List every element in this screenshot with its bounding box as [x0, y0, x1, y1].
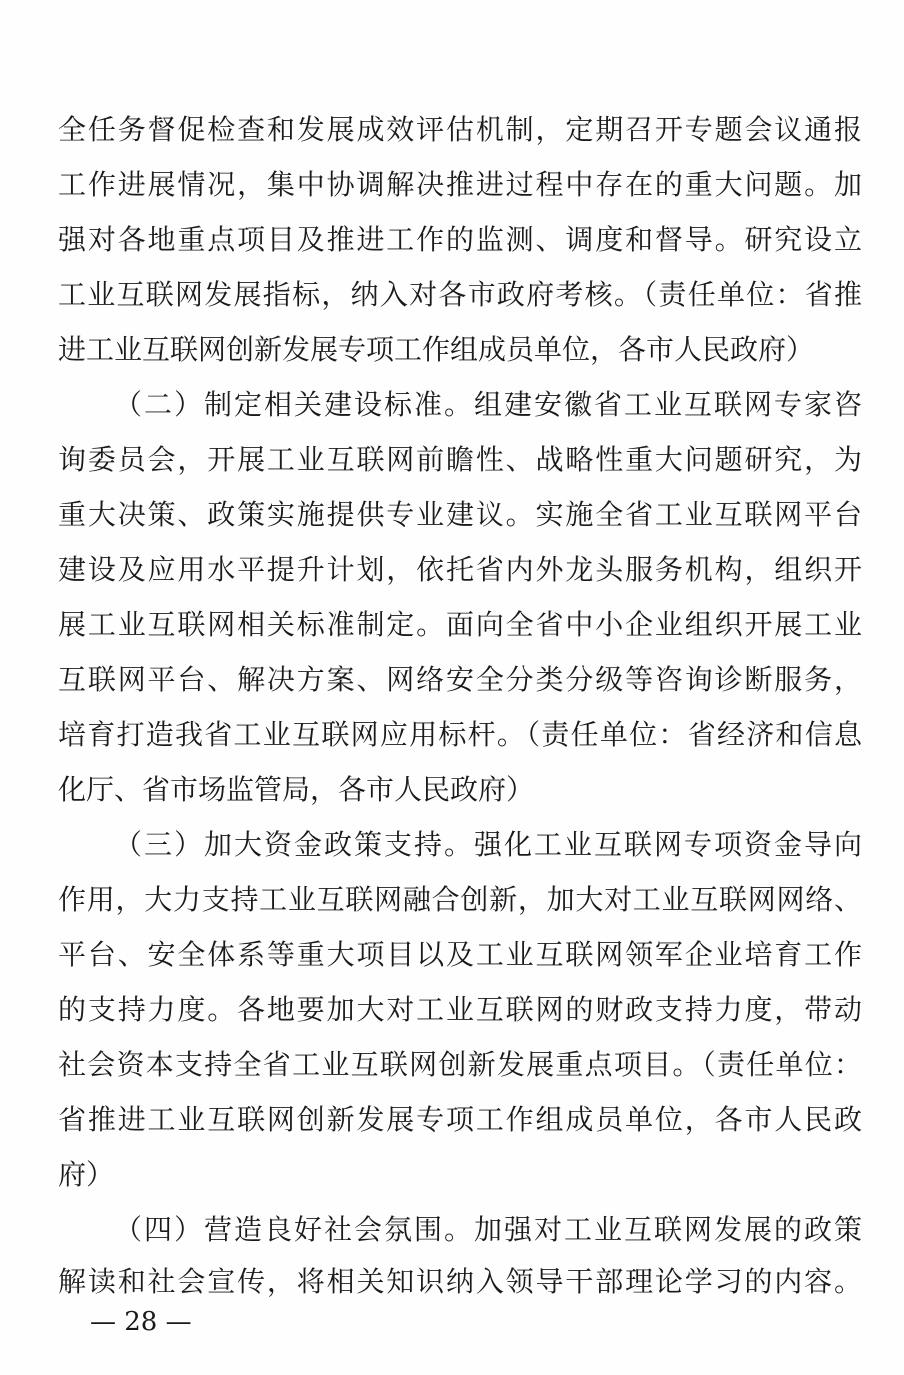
- text-line: 互联网平台、解决方案、网络安全分类分级等咨询诊断服务，: [58, 663, 862, 696]
- text-line: 工作进展情况，集中协调解决推进过程中存在的重大问题。加: [58, 168, 862, 201]
- text-line: 社会资本支持全省工业互联网创新发展重点项目。（责任单位：: [58, 1048, 862, 1081]
- text-line: 展工业互联网相关标准制定。面向全省中小企业组织开展工业: [58, 608, 862, 641]
- text-line: 平台、安全体系等重大项目以及工业互联网领军企业培育工作: [58, 938, 862, 971]
- text-line: 的支持力度。各地要加大对工业互联网的财政支持力度，带动: [58, 993, 862, 1026]
- text-line: 培育打造我省工业互联网应用标杆。（责任单位：省经济和信息: [58, 718, 862, 751]
- section-heading-line: （四）营造良好社会氛围。加强对工业互联网发展的政策: [114, 1213, 862, 1246]
- text-line: 询委员会，开展工业互联网前瞻性、战略性重大问题研究，为: [58, 443, 862, 476]
- section-heading-line: （三）加大资金政策支持。强化工业互联网专项资金导向: [114, 828, 862, 861]
- text-line: 省推进工业互联网创新发展专项工作组成员单位，各市人民政: [58, 1103, 862, 1136]
- text-line: 建设及应用水平提升计划，依托省内外龙头服务机构，组织开: [58, 553, 862, 586]
- section-heading-line: （二）制定相关建设标准。组建安徽省工业互联网专家咨: [114, 388, 862, 421]
- text-line: 重大决策、政策实施提供专业建议。实施全省工业互联网平台: [58, 498, 862, 531]
- text-line: 进工业互联网创新发展专项工作组成员单位，各市人民政府）: [58, 333, 815, 366]
- page-number: — 28 —: [90, 1307, 192, 1337]
- text-line: 解读和社会宣传，将相关知识纳入领导干部理论学习的内容。: [58, 1265, 862, 1298]
- text-line: 全任务督促检查和发展成效评估机制，定期召开专题会议通报: [58, 113, 862, 146]
- text-line: 化厅、省市场监管局，各市人民政府）: [58, 773, 535, 806]
- text-line: 作用，大力支持工业互联网融合创新，加大对工业互联网网络、: [58, 883, 862, 916]
- text-line: 工业互联网发展指标，纳入对各市政府考核。（责任单位：省推: [58, 278, 862, 311]
- text-line: 强对各地重点项目及推进工作的监测、调度和督导。研究设立: [58, 223, 862, 256]
- text-line: 府）: [58, 1158, 115, 1191]
